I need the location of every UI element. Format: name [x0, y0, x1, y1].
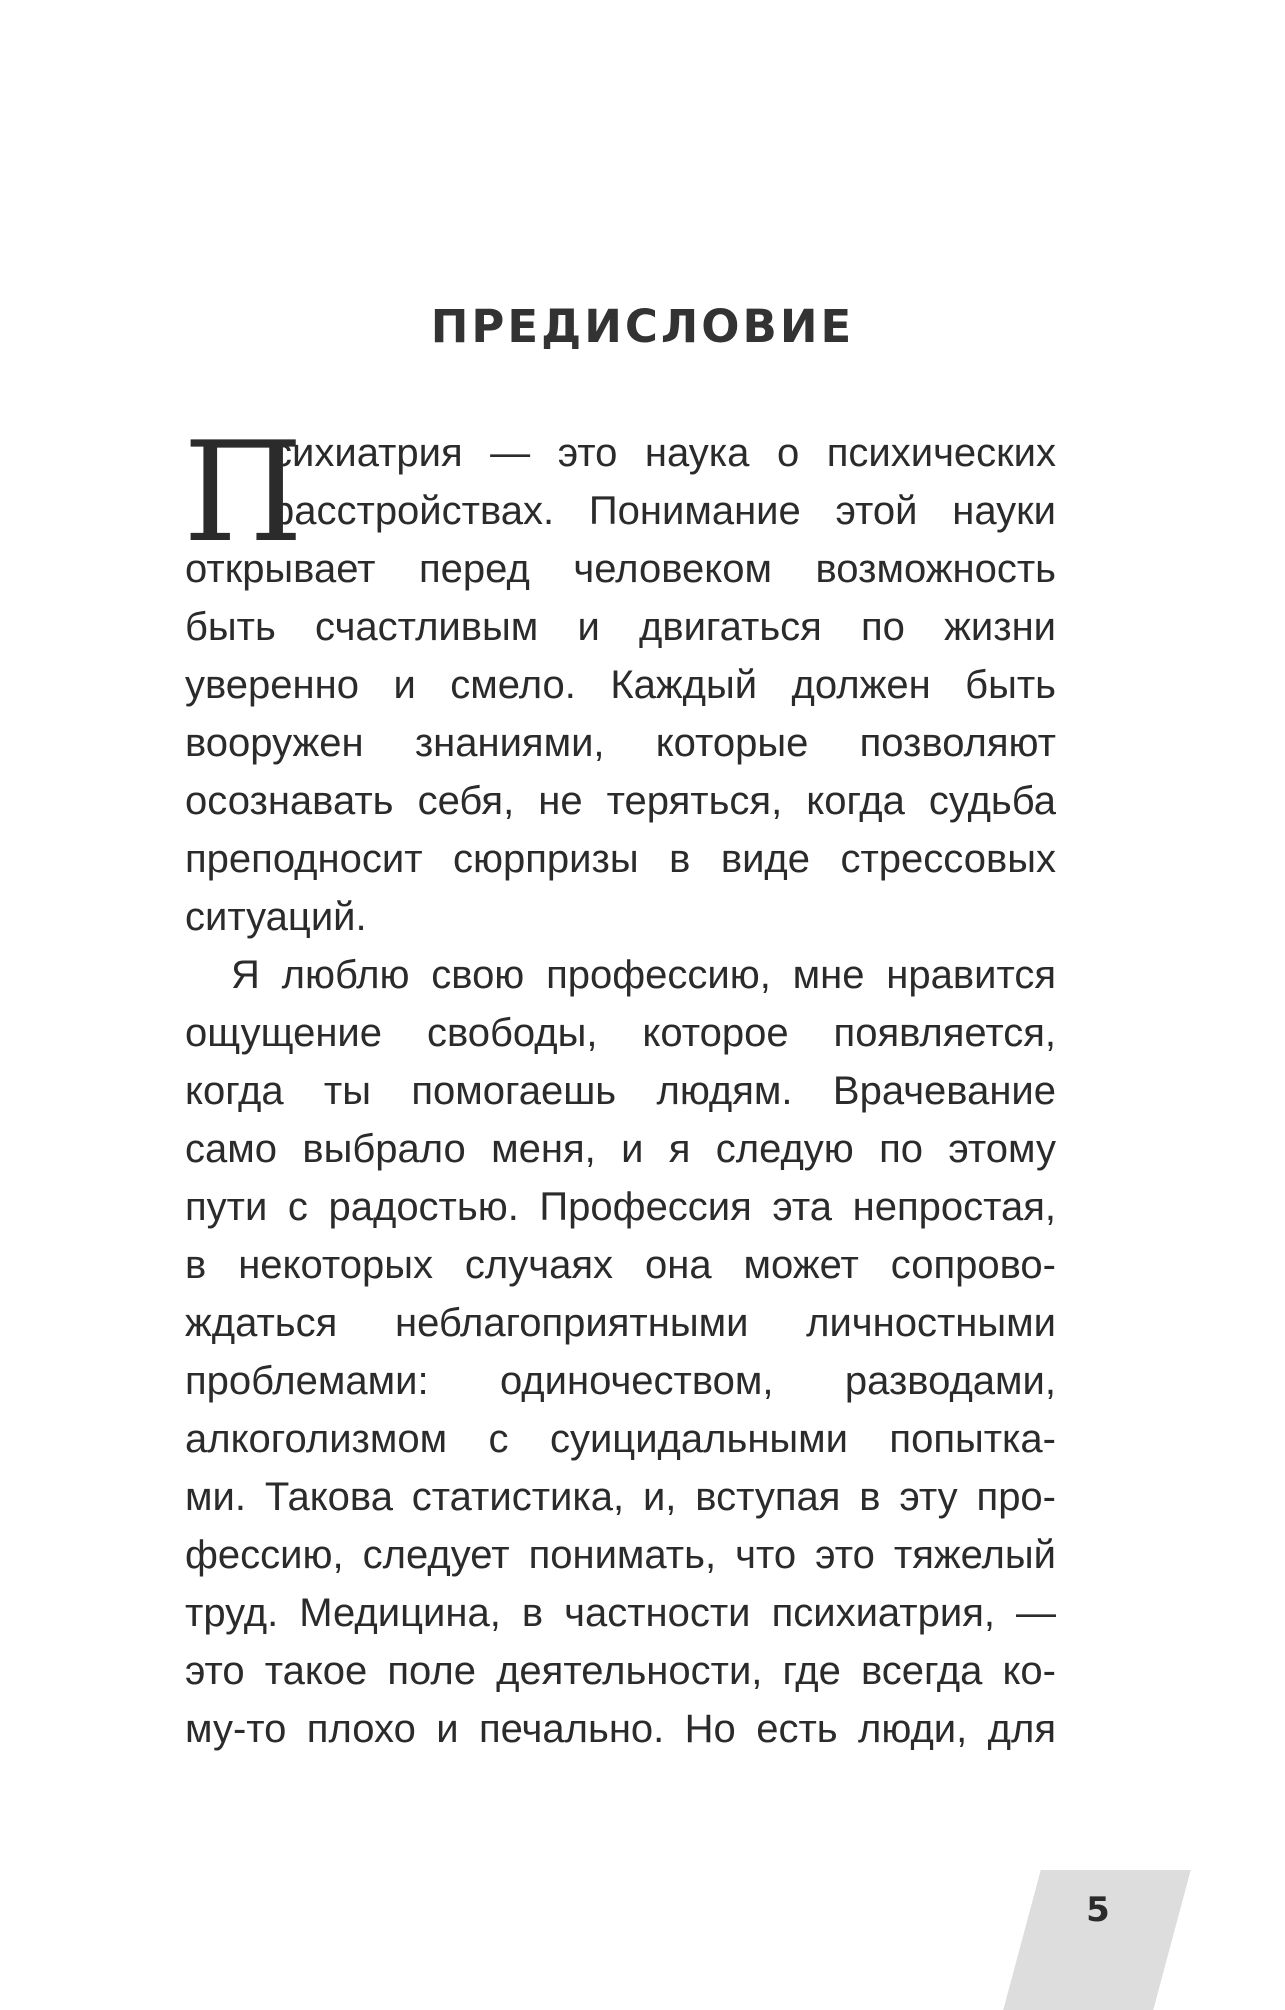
text-line: алкоголизмом с суицидальными попытка-: [185, 1417, 1056, 1461]
text-line: открывает перед человеком возможность: [185, 547, 1056, 591]
text-line: уверенно и смело. Каждый должен быть: [185, 663, 1056, 707]
text-line: проблемами: одиночеством, разводами,: [185, 1359, 1056, 1403]
text-line: му-то плохо и печально. Но есть люди, для: [185, 1707, 1056, 1751]
text-line: осознавать себя, не теряться, когда судьба: [185, 779, 1056, 823]
text-line: фессию, следует понимать, что это тяжелый: [185, 1533, 1056, 1577]
text-line: ощущение свободы, которое появляется,: [185, 1011, 1056, 1055]
page-number: 5: [1086, 1890, 1110, 1930]
text-line: когда ты помогаешь людям. Врачевание: [185, 1069, 1056, 1113]
text-line: само выбрало меня, и я следую по этому: [185, 1127, 1056, 1171]
text-line: Я люблю свою профессию, мне нравится: [231, 953, 1056, 997]
text-line: пути с радостью. Профессия эта непростая,: [185, 1185, 1056, 1229]
text-line: преподносит сюрпризы в виде стрессовых: [185, 837, 1056, 881]
text-line: ситуаций.: [185, 895, 367, 939]
text-line: это такое поле деятельности, где всегда ко-: [185, 1649, 1056, 1693]
text-line: ми. Такова статистика, и, вступая в эту про-: [185, 1475, 1056, 1519]
text-line: в некоторых случаях она может сопрово-: [185, 1243, 1056, 1287]
text-line: расстройствах. Понимание этой науки: [272, 489, 1056, 533]
text-line: вооружен знаниями, которые позволяют: [185, 721, 1056, 765]
text-line: быть счастливым и двигаться по жизни: [185, 605, 1056, 649]
chapter-title: ПРЕДИСЛОВИЕ: [430, 300, 855, 353]
text-line: сихиатрия — это наука о психических: [272, 431, 1056, 475]
drop-cap-letter: П: [183, 412, 304, 573]
text-line: труд. Медицина, в частности психиатрия, —: [185, 1591, 1056, 1635]
text-line: ждаться неблагоприятными личностными: [185, 1301, 1056, 1345]
